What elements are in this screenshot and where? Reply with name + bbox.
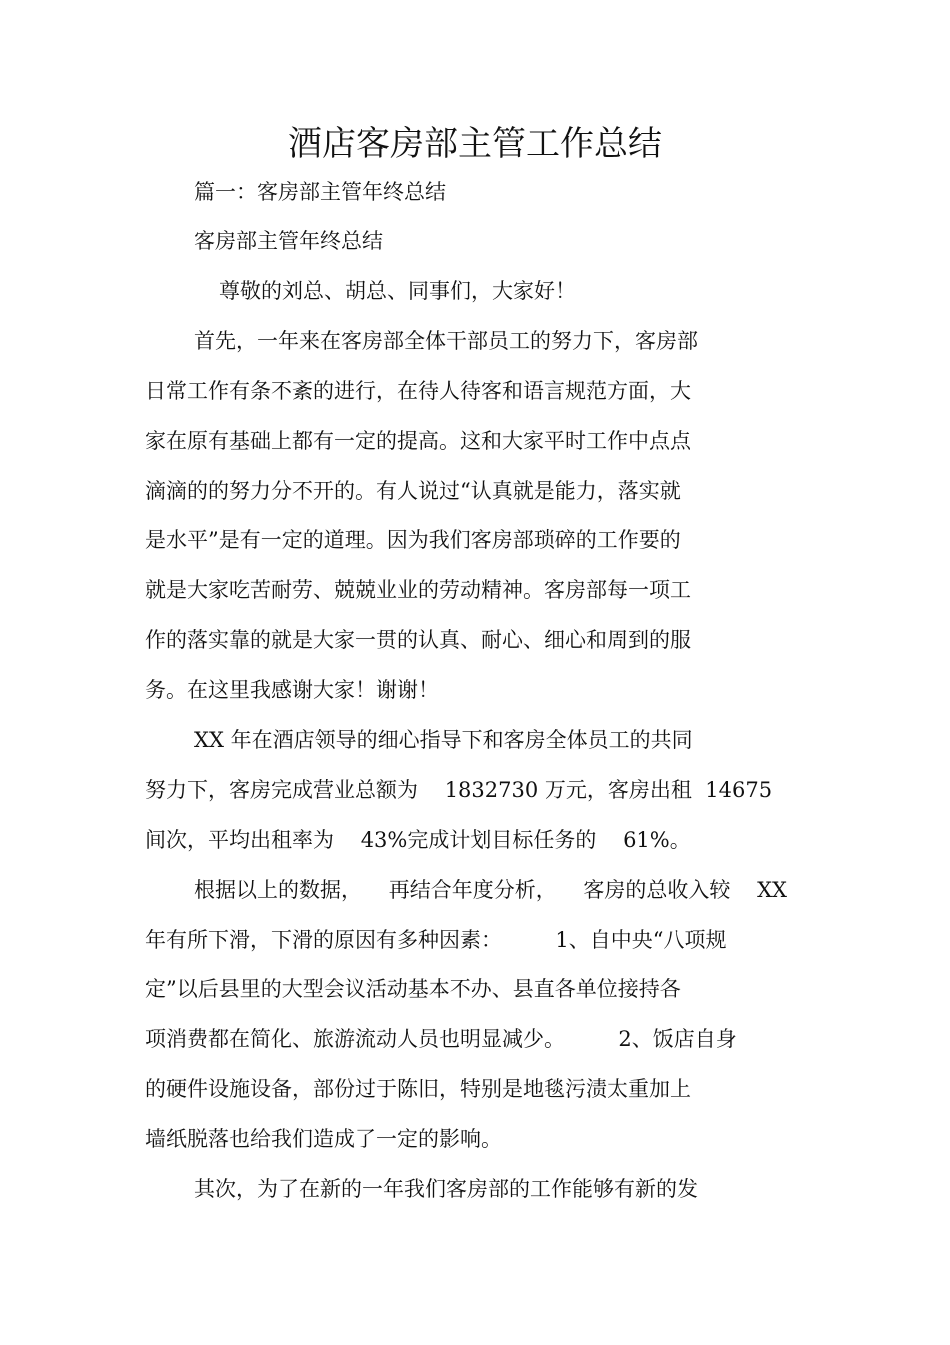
paragraph-line: 是水平”是有一定的道理。因为我们客房部琐碎的工作要的: [145, 528, 681, 552]
paragraph-line: 务。在这里我感谢大家！谢谢！: [145, 678, 439, 702]
paragraph-line: 根据以上的数据， 再结合年度分析， 客房的总收入较 XX: [194, 878, 788, 902]
document-title: 酒店客房部主管工作总结: [288, 124, 662, 164]
paragraph-line: 年有所下滑，下滑的原因有多种因素： 1、自中央“八项规: [145, 928, 727, 952]
paragraph-line: 家在原有基础上都有一定的提高。这和大家平时工作中点点: [145, 429, 691, 453]
paragraph-line: XX 年在酒店领导的细心指导下和客房全体员工的共同: [194, 728, 693, 752]
paragraph-line: 努力下，客房完成营业总额为 1832730 万元，客房出租 14675: [145, 778, 773, 802]
paragraph-line: 其次，为了在新的一年我们客房部的工作能够有新的发: [194, 1177, 698, 1201]
paragraph-line: 项消费都在简化、旅游流动人员也明显减少。 2、饭店自身: [145, 1027, 737, 1051]
section-heading: 篇一：客房部主管年终总结: [194, 180, 446, 204]
paragraph-line: 墙纸脱落也给我们造成了一定的影响。: [145, 1127, 502, 1151]
greeting-line: 尊敬的刘总、胡总、同事们，大家好！: [219, 279, 576, 303]
paragraph-line: 首先，一年来在客房部全体干部员工的努力下，客房部: [194, 329, 698, 353]
sub-heading: 客房部主管年终总结: [194, 229, 383, 253]
paragraph-line: 作的落实靠的就是大家一贯的认真、耐心、细心和周到的服: [145, 628, 691, 652]
paragraph-line: 间次，平均出租率为 43%完成计划目标任务的 61%。: [145, 828, 691, 852]
paragraph-line: 定”以后县里的大型会议活动基本不办、县直各单位接持各: [145, 977, 681, 1001]
paragraph-line: 日常工作有条不紊的进行，在待人待客和语言规范方面，大: [145, 379, 691, 403]
paragraph-line: 滴滴的的努力分不开的。有人说过“认真就是能力，落实就: [145, 479, 681, 503]
paragraph-line: 的硬件设施设备，部份过于陈旧，特别是地毯污渍太重加上: [145, 1077, 691, 1101]
paragraph-line: 就是大家吃苦耐劳、兢兢业业的劳动精神。客房部每一项工: [145, 578, 691, 602]
